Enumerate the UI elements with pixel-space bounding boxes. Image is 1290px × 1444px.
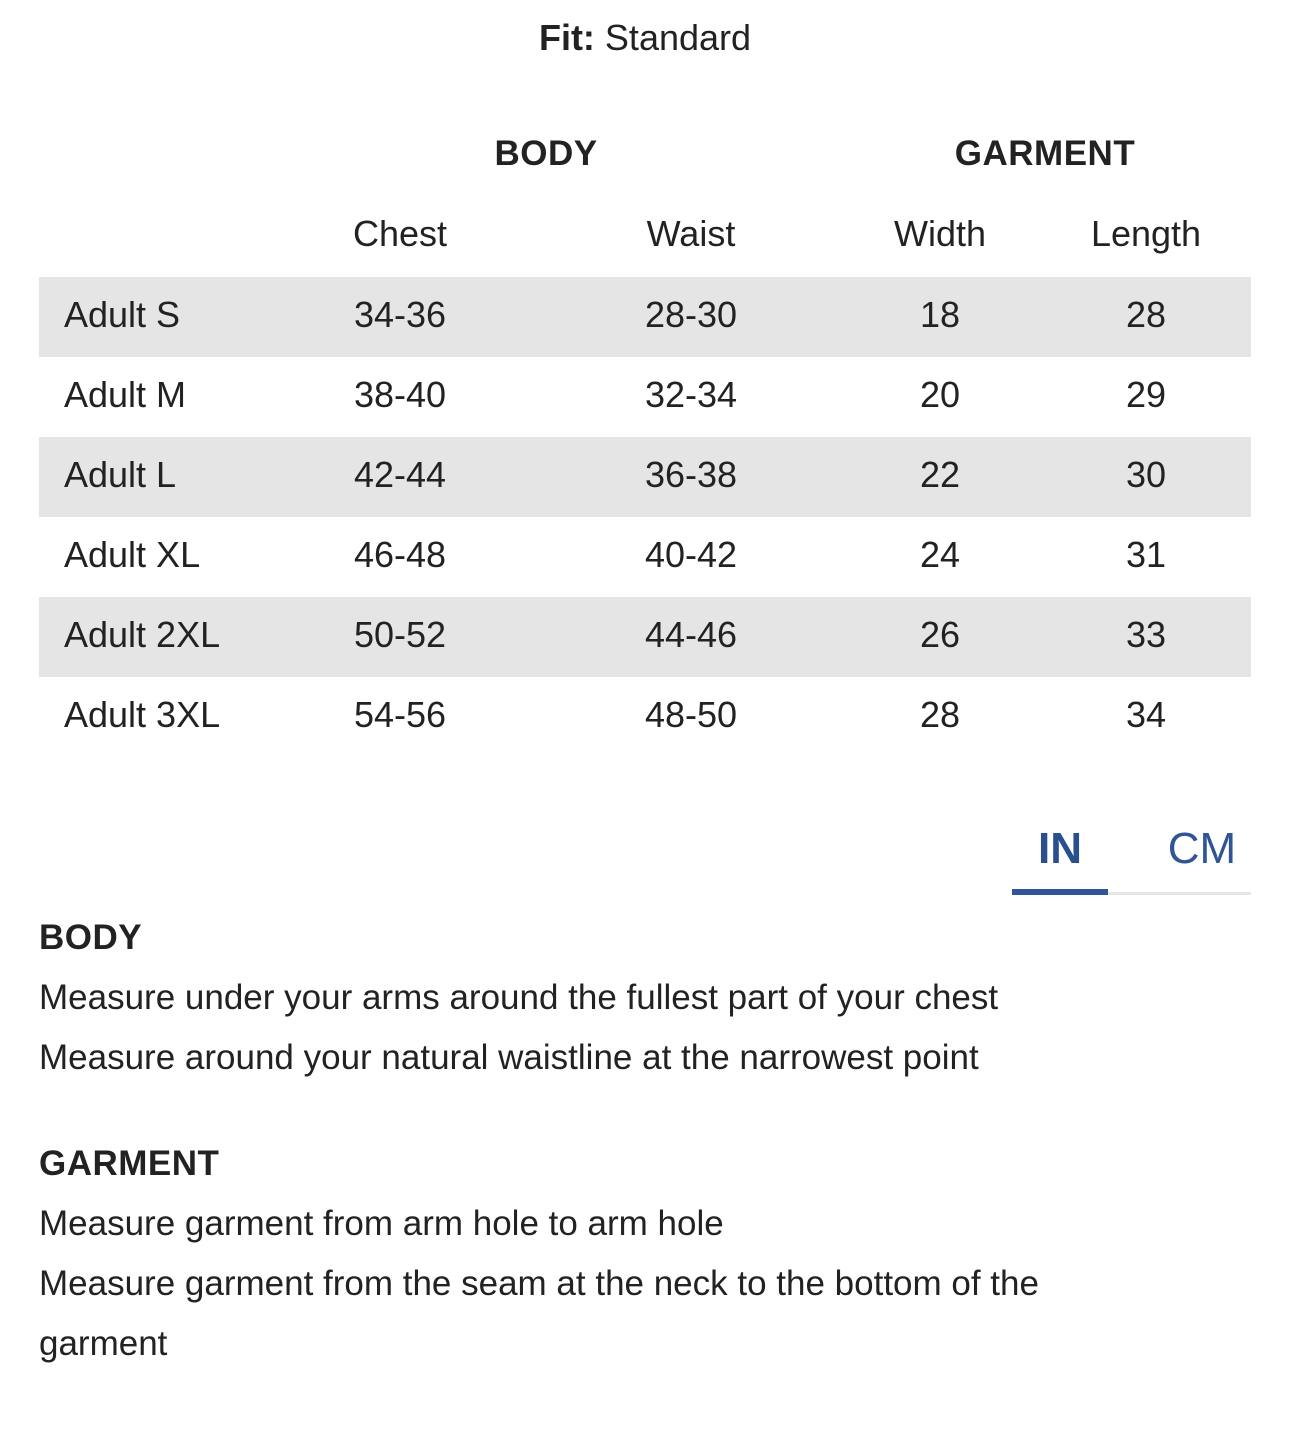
size-cell: Adult M: [64, 374, 187, 415]
width-cell: 22: [919, 454, 961, 495]
length-cell: 31: [1125, 534, 1167, 575]
width-instruction: Measure garment from arm hole to arm hole: [39, 1204, 724, 1243]
fit-value: Standard: [594, 17, 752, 58]
waist-cell: 28-30: [644, 294, 738, 335]
width-cell: 18: [919, 294, 961, 335]
width-cell: 24: [919, 534, 961, 575]
table-row: [39, 597, 1251, 677]
table-row: [39, 677, 1251, 757]
length-cell: 29: [1125, 374, 1167, 415]
unit-tab-in[interactable]: IN: [1038, 824, 1082, 873]
chest-column-header: Chest: [352, 213, 448, 254]
column-header-row: [39, 210, 1251, 258]
size-cell: Adult XL: [64, 534, 201, 575]
waist-cell: 40-42: [644, 534, 738, 575]
chest-cell: 54-56: [353, 694, 447, 735]
table-row: [39, 437, 1251, 517]
waist-cell: 32-34: [644, 374, 738, 415]
waist-cell: 36-38: [644, 454, 738, 495]
chest-cell: 50-52: [353, 614, 447, 655]
body-measure-guide: [39, 914, 1251, 1088]
body-guide-title: BODY: [39, 918, 143, 957]
size-cell: Adult 2XL: [64, 614, 221, 655]
size-chart-table: [39, 277, 1251, 757]
chest-cell: 42-44: [353, 454, 447, 495]
width-column-header: Width: [893, 213, 987, 254]
size-cell: Adult 3XL: [64, 694, 221, 735]
body-group-header: BODY: [494, 134, 598, 173]
length-cell: 34: [1125, 694, 1167, 735]
fit-line: [0, 14, 1290, 62]
unit-tab-cm[interactable]: CM: [1167, 824, 1237, 873]
garment-guide-title: GARMENT: [39, 1144, 220, 1183]
chest-cell: 38-40: [353, 374, 447, 415]
table-row: [39, 517, 1251, 597]
unit-toggle: [1012, 820, 1251, 895]
garment-group-header: GARMENT: [954, 134, 1136, 173]
length-instruction-continued: garment: [39, 1324, 168, 1363]
length-column-header: Length: [1090, 213, 1202, 254]
waist-instruction: Measure around your natural waistline at the narrowest point: [39, 1038, 979, 1077]
waist-cell: 44-46: [644, 614, 738, 655]
width-cell: 26: [919, 614, 961, 655]
fit-label: Fit:: [538, 17, 595, 58]
length-cell: 30: [1125, 454, 1167, 495]
chest-cell: 34-36: [353, 294, 447, 335]
table-row: [39, 357, 1251, 437]
size-cell: Adult S: [64, 294, 181, 335]
length-cell: 33: [1125, 614, 1167, 655]
table-row: [39, 277, 1251, 357]
waist-cell: 48-50: [644, 694, 738, 735]
chest-instruction: Measure under your arms around the fullest part of your chest: [39, 978, 999, 1017]
selected-tab-indicator: [1012, 889, 1108, 895]
width-cell: 28: [919, 694, 961, 735]
chest-cell: 46-48: [353, 534, 447, 575]
width-cell: 20: [919, 374, 961, 415]
length-cell: 28: [1125, 294, 1167, 335]
waist-column-header: Waist: [646, 213, 736, 254]
size-cell: Adult L: [64, 454, 177, 495]
garment-measure-guide: [39, 1140, 1251, 1374]
length-instruction: Measure garment from the seam at the neck to the bottom of the: [39, 1264, 1039, 1303]
